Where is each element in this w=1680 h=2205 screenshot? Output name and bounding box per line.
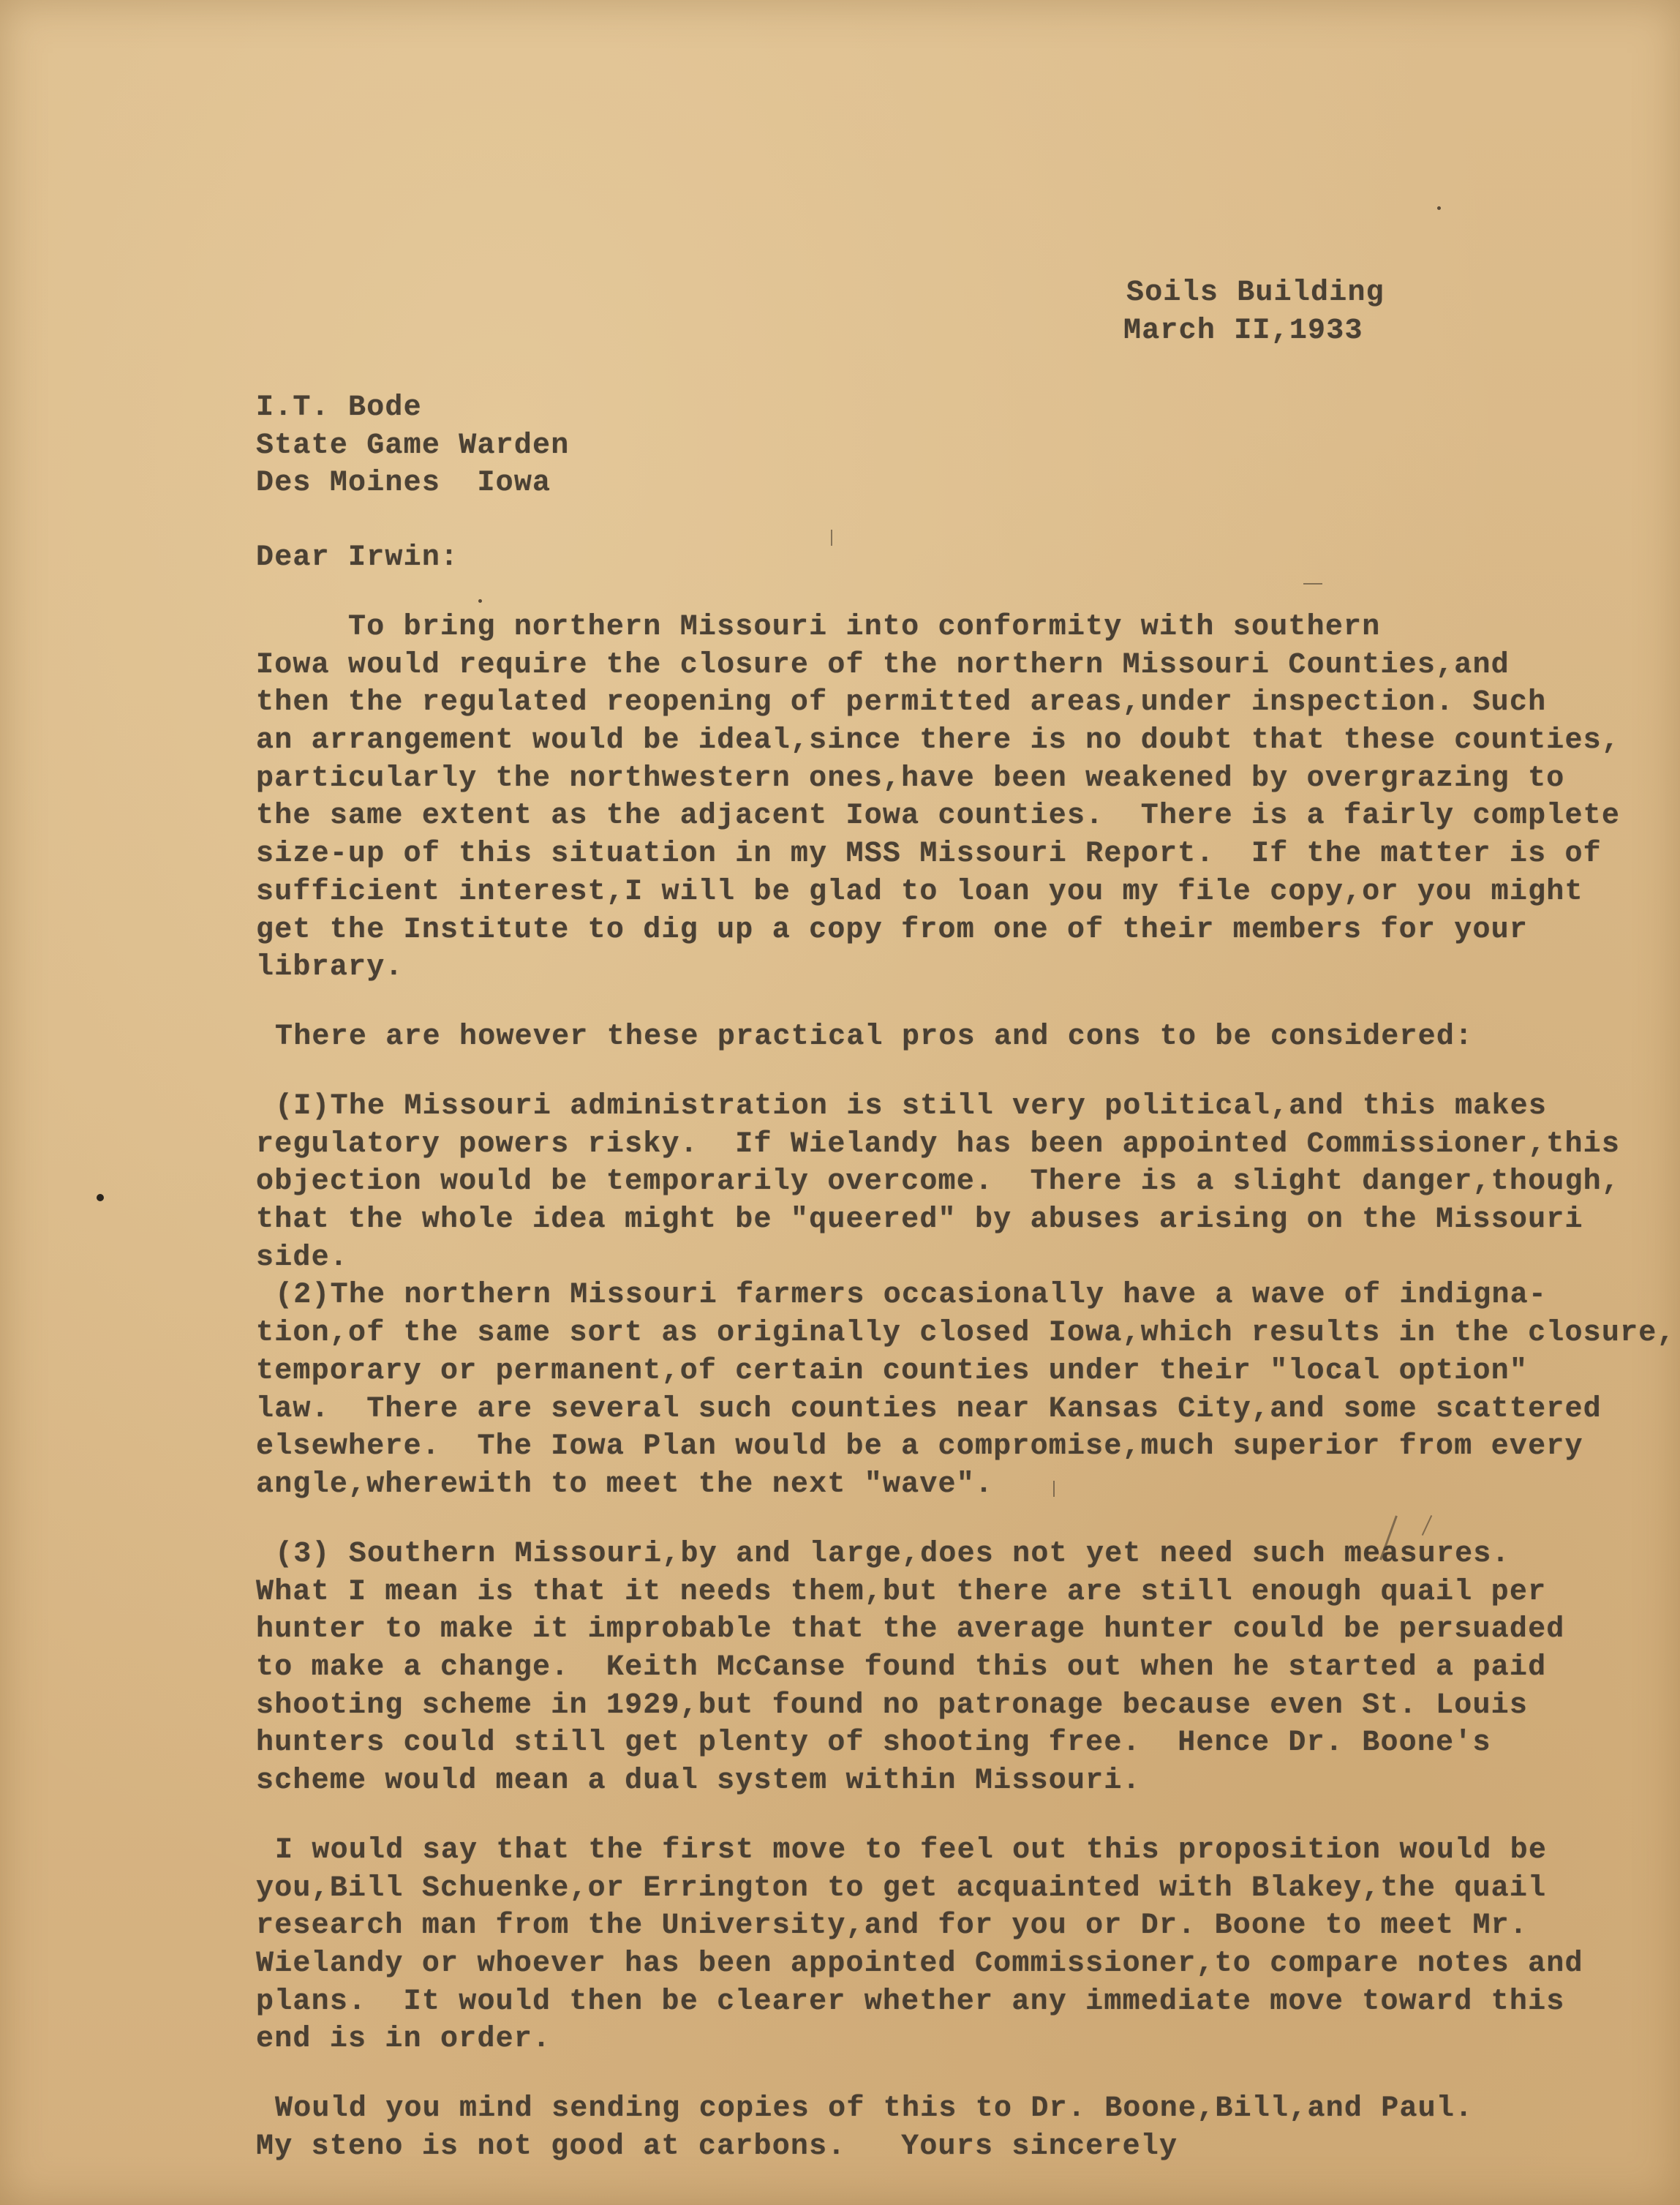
ink-speck	[1437, 206, 1441, 210]
body-line: then the regulated reopening of permitted areas,under inspection. Such	[256, 686, 1547, 719]
body-line: (2)The northern Missouri farmers occasionally have a wave of indigna-	[183, 1279, 1548, 1312]
body-line: side.	[256, 1242, 349, 1274]
body-line: scheme would mean a dual system within Missouri.	[256, 1765, 1141, 1798]
body-line: hunter to make it improbable that the average hunter could be persuaded	[256, 1613, 1565, 1646]
header-date: March II,1933	[1123, 315, 1363, 348]
body-line: angle,wherewith to meet the next "wave".	[256, 1468, 994, 1501]
body-line: (3) Southern Missouri,by and large,does not yet need such measures.	[183, 1538, 1510, 1571]
header-location: Soils Building	[1126, 277, 1385, 309]
body-line: library.	[256, 951, 404, 984]
body-line: sufficient interest,I will be glad to loan you my file copy,or you might	[256, 876, 1583, 909]
body-line: size-up of this situation in my MSS Missouri Report. If the matter is of	[256, 838, 1602, 871]
body-line: end is in order.	[256, 2023, 551, 2056]
body-line: My steno is not good at carbons. Yours sincerely	[256, 2130, 1178, 2163]
body-line: temporary or permanent,of certain counties under their "local option"	[256, 1355, 1529, 1388]
body-line: law. There are several such counties near Kansas City,and some scattered	[256, 1393, 1602, 1426]
pencil-mark	[1053, 1481, 1055, 1497]
body-line: plans. It would then be clearer whether any immediate move toward this	[256, 1986, 1565, 2018]
body-line: that the whole idea might be "queered" by abuses arising on the Missouri	[256, 1203, 1583, 1236]
pencil-mark	[1422, 1515, 1432, 1536]
body-line: the same extent as the adjacent Iowa counties. There is a fairly complete	[256, 800, 1621, 833]
body-line: What I mean is that it needs them,but there are still enough quail per	[256, 1576, 1547, 1609]
body-line: particularly the northwestern ones,have been weakened by overgrazing to	[256, 762, 1565, 795]
ink-speck	[478, 599, 482, 603]
body-line: To bring northern Missouri into conformity with southern	[256, 611, 1381, 644]
body-line: shooting scheme in 1929,but found no patronage because even St. Louis	[256, 1689, 1529, 1722]
salutation: Dear Irwin:	[256, 541, 459, 574]
body-line: (I)The Missouri administration is still very political,and this makes	[183, 1090, 1548, 1123]
pencil-mark	[831, 530, 832, 546]
body-line: regulatory powers risky. If Wielandy has been appointed Commissioner,this	[256, 1128, 1621, 1161]
body-line: get the Institute to dig up a copy from one of their members for your	[256, 914, 1529, 947]
body-line: tion,of the same sort as originally closed Iowa,which results in the closure,	[256, 1317, 1676, 1350]
ink-speck	[97, 1194, 104, 1201]
body-line: objection would be temporarily overcome. There is a slight danger,though,	[256, 1165, 1621, 1198]
body-line: an arrangement would be ideal,since there is no doubt that these counties,	[256, 724, 1621, 757]
body-line: elsewhere. The Iowa Plan would be a compromise,much superior from every	[256, 1430, 1583, 1463]
recipient-name: I.T. Bode	[256, 391, 422, 424]
recipient-city: Des Moines Iowa	[256, 467, 551, 500]
pencil-mark	[1303, 583, 1322, 585]
body-line: Iowa would require the closure of the northern Missouri Counties,and	[256, 649, 1510, 682]
recipient-title: State Game Warden	[256, 429, 570, 462]
body-line: There are however these practical pros and cons to be considered:	[183, 1021, 1474, 1053]
body-line: I would say that the first move to feel out this proposition would be	[183, 1834, 1548, 1867]
body-line: to make a change. Keith McCanse found this out when he started a paid	[256, 1651, 1547, 1684]
body-line: hunters could still get plenty of shooting free. Hence Dr. Boone's	[256, 1727, 1491, 1759]
body-line: Wielandy or whoever has been appointed Commissioner,to compare notes and	[256, 1947, 1583, 1980]
body-line: Would you mind sending copies of this to Dr. Boone,Bill,and Paul.	[183, 2092, 1474, 2125]
body-line: you,Bill Schuenke,or Errington to get acquainted with Blakey,the quail	[256, 1872, 1547, 1905]
body-line: research man from the University,and for you or Dr. Boone to meet Mr.	[256, 1909, 1529, 1942]
